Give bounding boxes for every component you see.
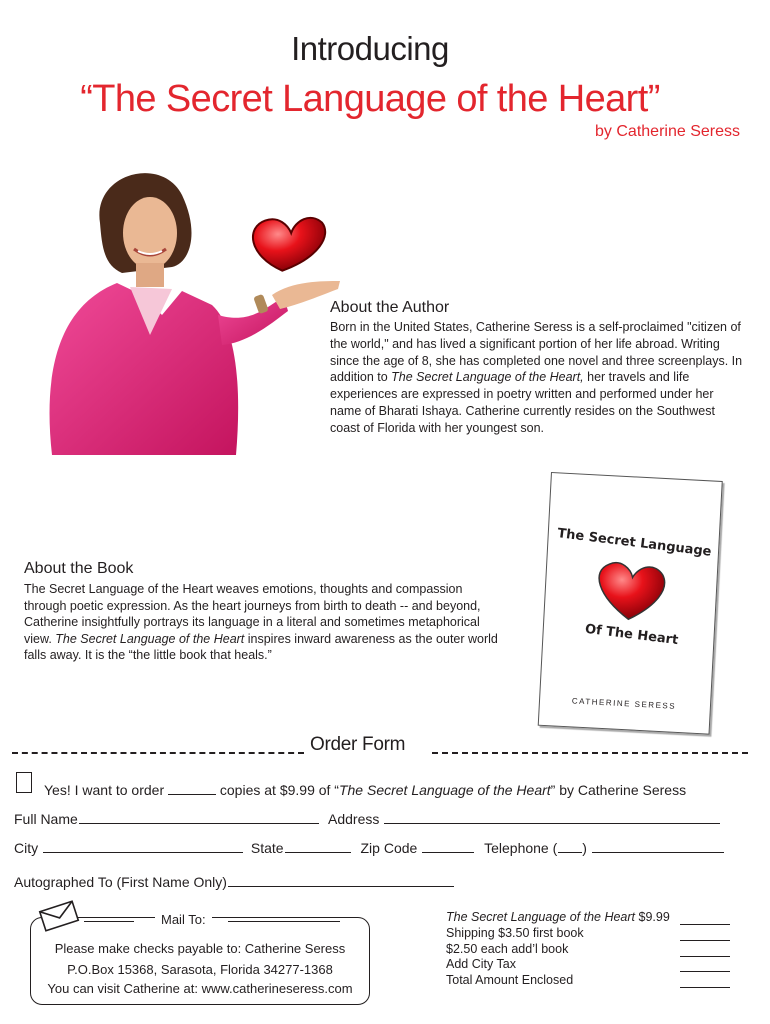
author-byline: by Catherine Seress xyxy=(595,123,740,140)
address-field[interactable] xyxy=(384,822,720,824)
address-row xyxy=(328,811,720,827)
total-amount-field[interactable] xyxy=(680,986,730,988)
telephone-field[interactable] xyxy=(592,851,724,853)
telephone-label: Telephone ( xyxy=(484,840,558,856)
total-each-line: $2.50 each add’l book xyxy=(446,942,569,956)
order-divider-right xyxy=(432,752,748,754)
about-author-text: Born in the United States, Catherine Seress is a self-proclaimed "citizen of the world," and has lived a significant portion of her life abroad. Writing since the age of 8, she has completed one novel and three screenplays. In addition to The Secret Language of the Heart, her travels and life experiences are expressed in poetry written and performed under her name of Bharati Ishaya. Catherine currently resides on the Southwest coast of Florida with her youngest son. xyxy=(330,320,743,435)
city-row: City State Zip Code Telephone ( ) xyxy=(14,840,724,856)
intro-heading: Introducing xyxy=(291,30,449,67)
address-label: Address xyxy=(328,811,380,827)
order-checkbox[interactable] xyxy=(16,772,32,793)
zip-field[interactable] xyxy=(422,851,474,853)
city-label: City xyxy=(14,840,39,856)
mail-rule-left xyxy=(84,921,134,922)
full-name-label: Full Name xyxy=(14,811,78,827)
order-yes-line: Yes! I want to order copies at $9.99 of “The Secret Language of the Heart” by Catherine Seress xyxy=(44,782,687,798)
book-title: “The Secret Language of the Heart” xyxy=(80,78,660,120)
book-cover xyxy=(537,472,720,741)
full-name-row xyxy=(14,811,319,827)
about-book-text: The Secret Language of the Heart weaves emotions, thoughts and compassion through poetic expression. As the heart journeys from birth to death -- and beyond, Catherine insightfully portrays its language in a literal and sometimes metaphorical view. The Secret Language of the Heart inspires inward awareness as the outer world falls away. It is the “the little book that heals.” xyxy=(24,582,498,663)
autograph-row xyxy=(14,874,454,890)
city-field[interactable] xyxy=(43,851,243,853)
order-form-title: Order Form xyxy=(310,734,406,755)
cover-title-top: The Secret Language xyxy=(556,526,713,560)
tax-amount-field[interactable] xyxy=(680,970,730,972)
total-tax-line: Add City Tax xyxy=(446,957,516,971)
total-book-line: The Secret Language of the Heart $9.99 xyxy=(446,910,670,924)
mail-rule-right xyxy=(228,921,340,922)
order-divider-left xyxy=(12,752,304,754)
about-author-heading: About the Author xyxy=(330,299,450,316)
envelope-icon xyxy=(38,900,80,932)
autograph-label: Autographed To (First Name Only) xyxy=(14,874,227,890)
state-field[interactable] xyxy=(285,851,351,853)
full-name-field[interactable] xyxy=(79,822,319,824)
mail-address: P.O.Box 15368, Sarasota, Florida 34277-1368 xyxy=(67,962,333,977)
author-photo xyxy=(22,155,342,455)
total-shipping-line: Shipping $3.50 first book xyxy=(446,926,584,940)
cover-title-bottom: Of The Heart xyxy=(584,621,680,649)
mail-payable: Please make checks payable to: Catherine Seress xyxy=(54,941,346,956)
book-amount-field[interactable] xyxy=(680,923,730,925)
autograph-field[interactable] xyxy=(228,885,454,887)
total-amount-line: Total Amount Enclosed xyxy=(446,973,574,987)
copies-field[interactable] xyxy=(168,793,216,795)
cover-author: CATHERINE SERESS xyxy=(571,696,677,711)
state-label: State xyxy=(250,840,284,856)
shipping-amount-field[interactable] xyxy=(680,939,730,941)
mail-to-label: Mail To: xyxy=(155,912,212,927)
additional-amount-field[interactable] xyxy=(680,955,730,957)
about-book-heading: About the Book xyxy=(24,560,134,577)
mail-website: You can visit Catherine at: www.catherineseress.com xyxy=(47,981,353,996)
area-code-field[interactable] xyxy=(558,851,582,853)
zip-label: Zip Code xyxy=(360,840,418,856)
